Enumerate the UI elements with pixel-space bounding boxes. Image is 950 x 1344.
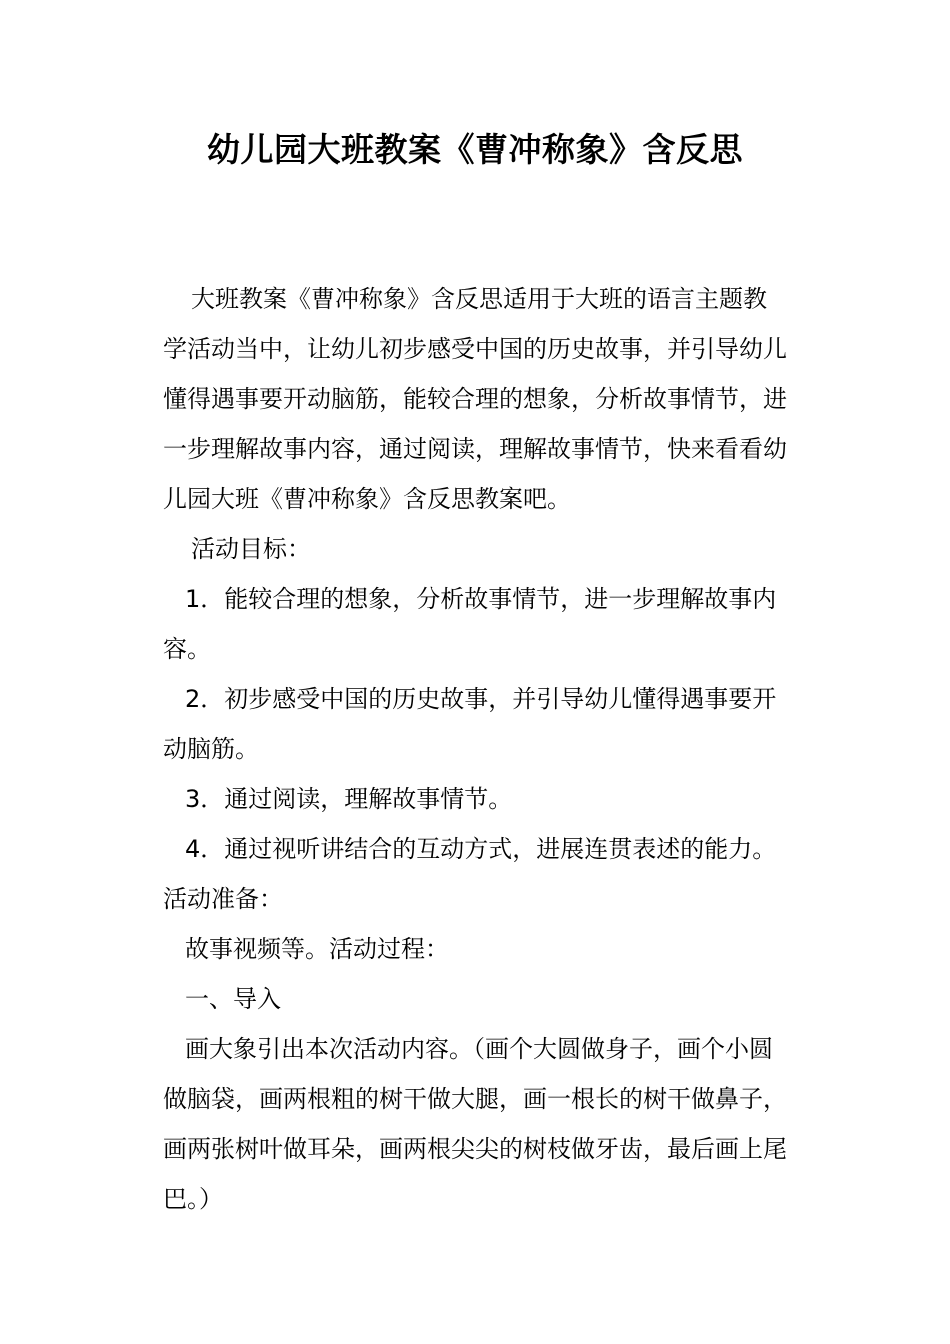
paragraph-line: 大班教案《曹冲称象》含反思适用于大班的语言主题教 xyxy=(191,285,767,313)
paragraph-line: 懂得遇事要开动脑筋，能较合理的想象，分析故事情节，进 xyxy=(163,385,787,413)
section-heading: 活动目标： xyxy=(191,535,311,563)
list-item-continuation: 动脑筋。 xyxy=(163,735,259,763)
list-item: 1．能较合理的想象，分析故事情节，进一步理解故事内 xyxy=(185,585,777,613)
paragraph-line: 学活动当中，让幼儿初步感受中国的历史故事，并引导幼儿 xyxy=(163,335,787,363)
list-item: 3．通过阅读，理解故事情节。 xyxy=(185,785,513,813)
list-item: 2．初步感受中国的历史故事，并引导幼儿懂得遇事要开 xyxy=(185,685,777,713)
document-title: 幼儿园大班教案《曹冲称象》含反思 xyxy=(207,130,743,169)
paragraph-line: 儿园大班《曹冲称象》含反思教案吧。 xyxy=(163,485,571,513)
list-item: 4．通过视听讲结合的互动方式，进展连贯表述的能力。 xyxy=(185,835,777,863)
paragraph-line: 画两张树叶做耳朵，画两根尖尖的树枝做牙齿，最后画上尾 xyxy=(163,1135,787,1163)
paragraph-line: 巴。） xyxy=(163,1185,223,1213)
section-heading: 一、导入 xyxy=(185,985,281,1013)
document-body xyxy=(163,274,793,1224)
paragraph-line: 做脑袋，画两根粗的树干做大腿，画一根长的树干做鼻子， xyxy=(163,1085,787,1113)
paragraph-line: 画大象引出本次活动内容。（画个大圆做身子，画个小圆 xyxy=(185,1035,773,1063)
paragraph-line: 故事视频等。活动过程： xyxy=(185,935,449,963)
paragraph-line: 一步理解故事内容，通过阅读，理解故事情节，快来看看幼 xyxy=(163,435,787,463)
section-heading: 活动准备： xyxy=(163,885,283,913)
list-item-continuation: 容。 xyxy=(163,635,211,663)
